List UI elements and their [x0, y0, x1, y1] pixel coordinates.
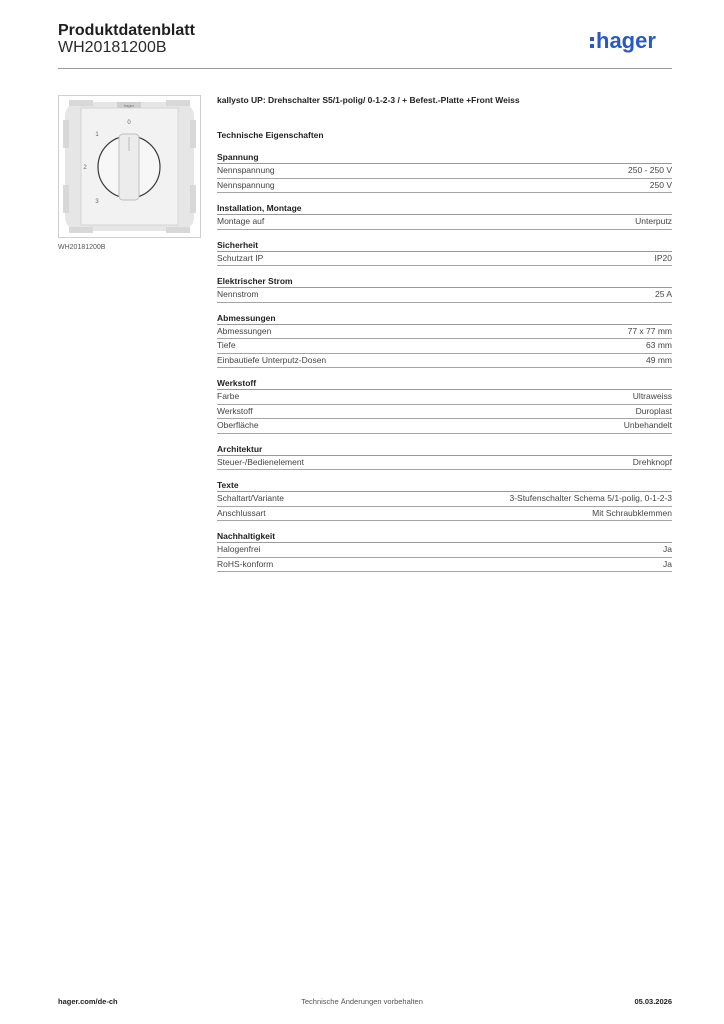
- property-row: [217, 339, 672, 354]
- property-section: [217, 443, 672, 471]
- property-label: Steuer-/Bedienelement: [217, 456, 304, 467]
- property-section: [217, 479, 672, 521]
- section-title: Installation, Montage: [217, 202, 672, 215]
- page-title: Produktdatenblatt: [58, 22, 195, 39]
- logo-text: hager: [596, 28, 656, 53]
- property-section: [217, 377, 672, 434]
- property-row: [217, 405, 672, 420]
- property-value: 25 A: [654, 289, 672, 299]
- property-label: Oberfläche: [217, 420, 259, 430]
- property-label: Abmessungen: [217, 325, 272, 336]
- product-name: kallysto UP: Drehschalter S5/1-polig/ 0-1-2-3 / + Befest.-Platte +Front Weiss: [217, 95, 520, 105]
- product-image: [58, 95, 201, 238]
- property-label: Einbautiefe Unterputz-Dosen: [217, 354, 327, 365]
- property-label: Nennspannung: [217, 165, 275, 175]
- section-title: Nachhaltigkeit: [217, 530, 672, 543]
- property-row: [217, 543, 672, 558]
- footer-date: 05.03.2026: [634, 997, 672, 1006]
- property-row: [217, 179, 672, 194]
- property-label: Anschlussart: [217, 507, 266, 518]
- header-divider: [58, 68, 672, 69]
- section-title: Werkstoff: [217, 377, 672, 390]
- property-label: Werkstoff: [217, 405, 253, 416]
- section-title: Abmessungen: [217, 312, 672, 325]
- property-row: [217, 419, 672, 434]
- property-row: [217, 390, 672, 405]
- article-number: WH20181200B: [58, 39, 167, 56]
- property-value: 250 V: [649, 179, 672, 190]
- property-row: [217, 325, 672, 340]
- section-title: Sicherheit: [217, 239, 672, 252]
- property-value: Mit Schraubklemmen: [592, 507, 672, 518]
- section-title: Texte: [217, 479, 672, 492]
- property-value: Ultraweiss: [632, 391, 672, 401]
- property-row: [217, 354, 672, 369]
- hager-logo: [589, 27, 675, 57]
- property-sections: [217, 151, 672, 572]
- dial-label-0: 0: [127, 120, 131, 126]
- property-row: [217, 252, 672, 267]
- property-value: 77 x 77 mm: [627, 325, 672, 336]
- property-row: [217, 215, 672, 230]
- properties-heading: Technische Eigenschaften: [217, 130, 324, 140]
- property-section: [217, 239, 672, 267]
- property-label: Farbe: [217, 391, 240, 401]
- property-value: 49 mm: [646, 354, 672, 365]
- dial-label-1: 1: [95, 132, 99, 138]
- property-label: Nennstrom: [217, 289, 259, 299]
- property-value: 63 mm: [646, 340, 672, 350]
- section-title: Elektrischer Strom: [217, 275, 672, 288]
- image-caption: WH20181200B: [58, 244, 106, 251]
- property-row: [217, 456, 672, 471]
- rotary-switch-illustration: [59, 96, 200, 237]
- property-value: IP20: [654, 252, 672, 263]
- property-section: [217, 312, 672, 369]
- property-row: [217, 558, 672, 573]
- footer-note: Technische Änderungen vorbehalten: [301, 997, 423, 1006]
- property-value: Unterputz: [635, 216, 672, 226]
- property-section: [217, 202, 672, 230]
- property-value: 3-Stufenschalter Schema 5/1-polig, 0-1-2-3: [509, 493, 672, 503]
- property-value: Duroplast: [635, 405, 672, 416]
- property-section: [217, 151, 672, 193]
- footer-website[interactable]: hager.com/de-ch: [58, 997, 118, 1006]
- property-label: Schaltart/Variante: [217, 493, 284, 503]
- property-label: Schutzart IP: [217, 252, 264, 263]
- section-title: Architektur: [217, 443, 672, 456]
- property-label: Montage auf: [217, 216, 265, 226]
- property-value: Ja: [663, 558, 672, 569]
- property-value: 250 - 250 V: [628, 165, 672, 175]
- property-value: Ja: [663, 544, 672, 554]
- property-row: [217, 492, 672, 507]
- property-label: RoHS-konform: [217, 558, 274, 569]
- property-label: Nennspannung: [217, 179, 275, 190]
- property-section: [217, 275, 672, 303]
- plate-brand-text: hager: [123, 103, 135, 108]
- property-row: [217, 507, 672, 522]
- property-label: Tiefe: [217, 340, 236, 350]
- property-row: [217, 164, 672, 179]
- property-row: [217, 288, 672, 303]
- dial-label-3: 3: [95, 199, 99, 205]
- section-title: Spannung: [217, 151, 672, 164]
- property-label: Halogenfrei: [217, 544, 261, 554]
- dial-label-2: 2: [83, 165, 87, 171]
- property-value: Drehknopf: [632, 456, 672, 467]
- product-details: [217, 92, 672, 572]
- property-section: [217, 530, 672, 572]
- property-value: Unbehandelt: [623, 420, 672, 430]
